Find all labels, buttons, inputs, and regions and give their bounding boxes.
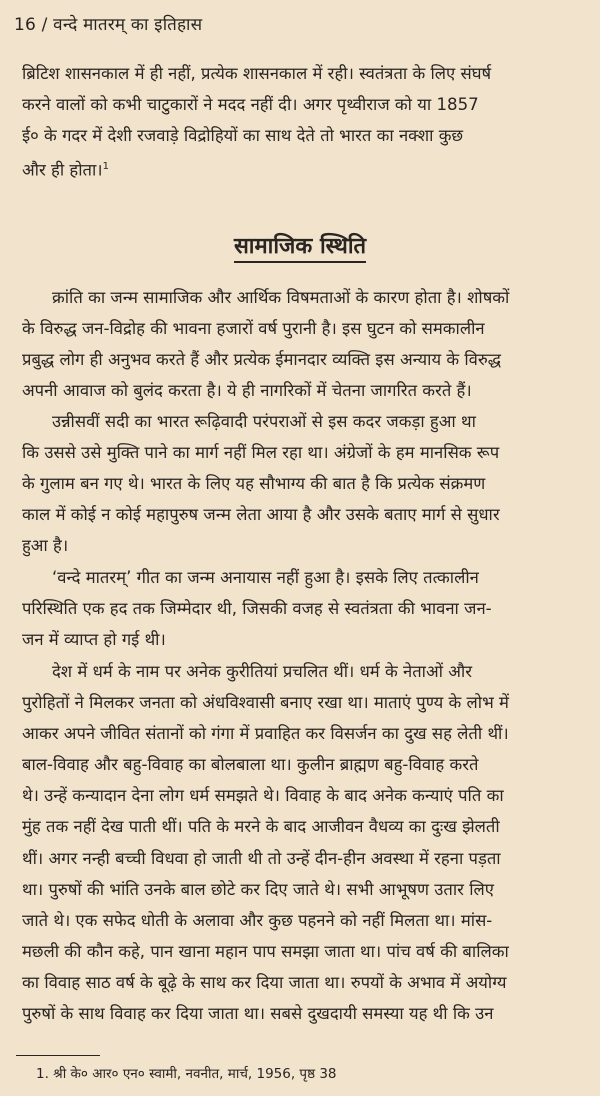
text-line: क्रांति का जन्म सामाजिक और आर्थिक विषमताओं के कारण होता है। शोषकों — [52, 288, 510, 307]
text-line: हुआ है। — [22, 536, 69, 556]
text-line: मुंह तक नहीं देख पाती थीं। पति के मरने के बाद आजीवन वैधव्य का दुःख झेलती — [22, 817, 500, 837]
text-line: थीं। अगर नन्ही बच्ची विधवा हो जाती थी तो उन्हें दीन-हीन अवस्था में रहना पड़ता — [22, 848, 501, 868]
text-line: ‘वन्दे मातरम्’ गीत का जन्म अनायास नहीं हुआ है। इसके लिए तत्कालीन — [52, 568, 479, 587]
footnote-reference: 1 — [102, 161, 109, 173]
text-line: के विरुद्ध जन-विद्रोह की भावना हजारों वर्ष पुरानी है। इस घुटन को समकालीन — [22, 319, 485, 339]
paragraph-3 — [22, 406, 582, 561]
text-line: अपनी आवाज को बुलंद करता है। ये ही नागरिकों में चेतना जागरित करते हैं। — [22, 381, 472, 401]
text-line: मछली की कौन कहे, पान खाना महान पाप समझा जाता था। पांच वर्ष की बालिका — [22, 941, 509, 961]
paragraph-4 — [22, 562, 582, 655]
footnote-divider — [16, 1055, 100, 1056]
text-line: जाते थे। एक सफेद धोती के अलावा और कुछ पहनने को नहीं मिलता था। मांस- — [22, 910, 493, 930]
text-line: था। पुरुषों की भांति उनके बाल छोटे कर दिए जाते थे। सभी आभूषण उतार लिए — [22, 879, 494, 899]
text-line: कि उससे उसे मुक्ति पाने का मार्ग नहीं मिल रहा था। अंग्रेजों के हम मानसिक रूप — [22, 443, 500, 463]
text-line — [22, 151, 582, 186]
text-line: थे। उन्हें कन्यादान देना लोग धर्म समझते थे। विवाह के बाद अनेक कन्याएं पति का — [22, 786, 504, 806]
text-line: पुरोहितों ने मिलकर जनता को अंधविश्वासी बनाए रखा था। माताएं पुण्य के लोभ में — [22, 693, 509, 713]
text-line: ई० के गदर में देशी रजवाड़े विद्रोहियों का साथ देते तो भारत का नक्शा कुछ — [22, 126, 464, 146]
text-line: आकर अपने जीवित संतानों को गंगा में प्रवाहित कर विसर्जन का दुख सह लेती थीं। — [22, 724, 509, 744]
text-line-content: और ही होता। — [22, 160, 103, 180]
text-line: उन्नीसवीं सदी का भारत रूढ़िवादी परंपराओं से इस कदर जकड़ा हुआ था — [52, 412, 476, 431]
text-line: का विवाह साठ वर्ष के बूढ़े के साथ कर दिया जाता था। रुपयों के अभाव में अयोग्य — [22, 972, 507, 992]
text-line: करने वालों को कभी चाटुकारों ने मदद नहीं दी। अगर पृथ्वीराज को या 1857 — [22, 95, 479, 115]
paragraph-1 — [22, 58, 582, 186]
text-line: के गुलाम बन गए थे। भारत के लिए यह सौभाग्य की बात है कि प्रत्येक संक्रमण — [22, 474, 486, 494]
text-line: बाल-विवाह और बहु-विवाह का बोलबाला था। कुलीन ब्राह्मण बहु-विवाह करते — [22, 755, 479, 775]
text-line: परिस्थिति एक हद तक जिम्मेदार थी, जिसकी वजह से स्वतंत्रता की भावना जन- — [22, 599, 492, 619]
text-line: जन में व्याप्त हो गई थी। — [22, 630, 166, 650]
footnote: 1. श्री के० आर० एन० स्वामी, नवनीत, मार्च, 1956, पृष्ठ 38 — [36, 1066, 337, 1082]
section-heading — [0, 230, 600, 260]
text-line: देश में धर्म के नाम पर अनेक कुरीतियां प्रचलित थीं। धर्म के नेताओं और — [52, 662, 472, 681]
paragraph-2 — [22, 282, 582, 406]
text-line: काल में कोई न कोई महापुरुष जन्म लेता आया है और उसके बताए मार्ग से सुधार — [22, 505, 500, 525]
running-head: 16 / वन्दे मातरम् का इतिहास — [14, 15, 203, 35]
text-line: पुरुषों के साथ विवाह कर दिया जाता था। सबसे दुखदायी समस्या यह थी कि उन — [22, 1004, 494, 1024]
text-line: ब्रिटिश शासनकाल में ही नहीं, प्रत्येक शासनकाल में रही। स्वतंत्रता के लिए संघर्ष — [22, 64, 492, 83]
section-heading-text: सामाजिक स्थिति — [234, 234, 366, 263]
paragraph-5 — [22, 656, 582, 1029]
text-line: प्रबुद्ध लोग ही अनुभव करते हैं और प्रत्येक ईमानदार व्यक्ति इस अन्याय के विरुद्ध — [22, 350, 502, 370]
